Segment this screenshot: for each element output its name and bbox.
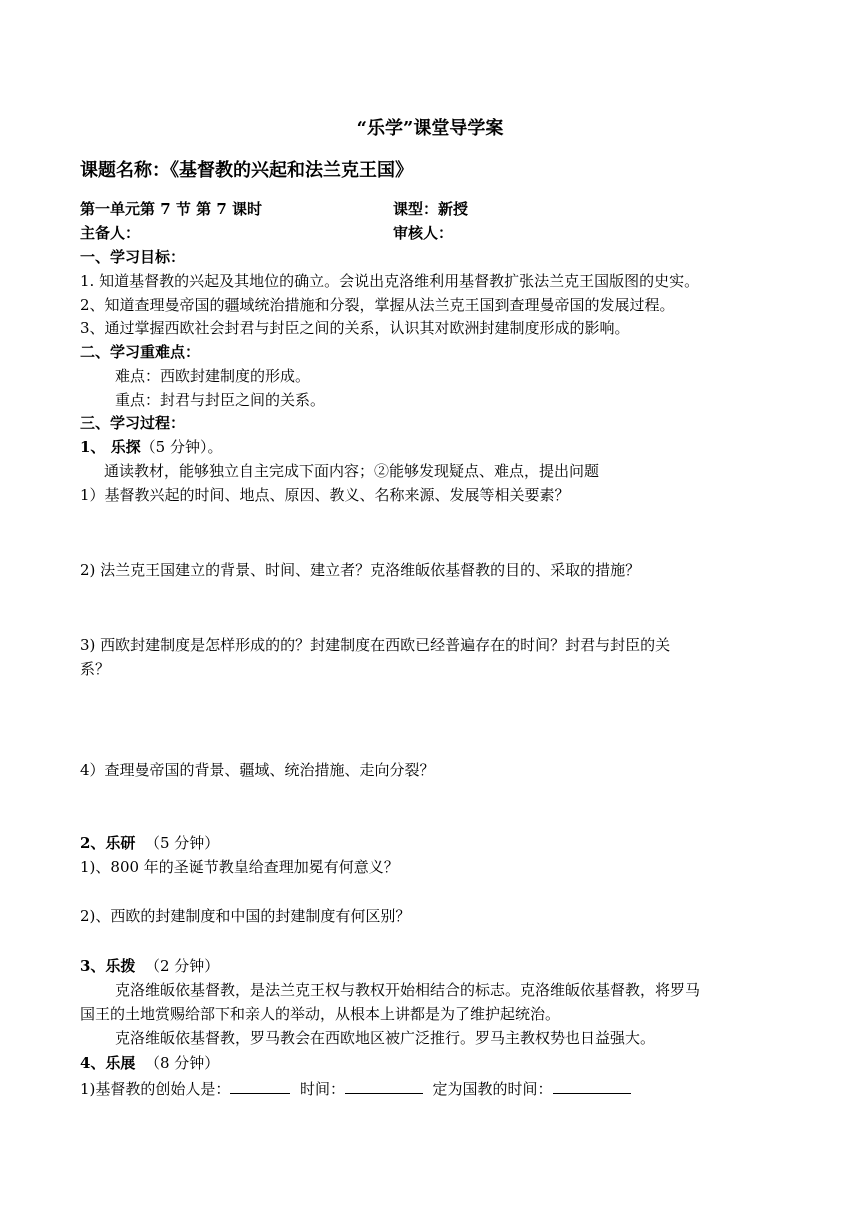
research-heading (80, 832, 219, 854)
difficult-point: 难点：西欧封建制度的形成。 (115, 367, 311, 385)
reviewer-label: 审核人： (393, 224, 454, 242)
explore-intro: 通读教材，能够独立自主完成下面内容；②能够发现疑点、难点，提出问题 (104, 462, 600, 480)
objectives-heading: 一、学习目标： (80, 248, 186, 266)
lesson-title (80, 158, 413, 184)
guide-heading (80, 955, 219, 977)
research-time: （5 分钟） (144, 834, 220, 852)
state-religion-label: 定为国教的时间： (432, 1080, 553, 1098)
lesson-label: 课题名称： (80, 160, 170, 181)
guide-title: 3、乐拨 (80, 957, 136, 975)
explore-question: 1）基督教兴起的时间、地点、原因、教义、名称来源、发展等相关要素？ (80, 486, 570, 504)
explore-time: （5 分钟）。 (140, 438, 223, 456)
explore-question: 4）查理曼帝国的背景、疆域、统治措施、走向分裂？ (80, 761, 435, 779)
explore-question: 2) 法兰克王国建立的背景、时间、建立者？克洛维皈依基督教的目的、采取的措施？ (80, 561, 641, 579)
extend-question (80, 1077, 631, 1100)
lesson-name: 《基督教的兴起和法兰克王国》 (170, 160, 413, 181)
explore-title: 1、 乐探 (80, 438, 141, 456)
time-blank[interactable] (345, 1077, 423, 1094)
explore-heading (80, 436, 222, 458)
guide-paragraph: 克洛维皈依基督教，是法兰克王权与教权开始相结合的标志。克洛维皈依基督教，将罗马 (115, 981, 701, 999)
explore-question-cont: 系？ (80, 660, 111, 678)
research-question: 1)、800 年的圣诞节教皇给查理加冕有何意义？ (80, 858, 399, 876)
important-point: 重点：封君与封臣之间的关系。 (115, 391, 326, 409)
unit-info: 第一单元第 7 节 第 7 课时 (80, 200, 262, 218)
research-question: 2)、西欧的封建制度和中国的封建制度有何区别？ (80, 907, 411, 925)
guide-paragraph: 克洛维皈依基督教，罗马教会在西欧地区被广泛推行。罗马主教权势也日益强大。 (115, 1029, 656, 1047)
extend-title: 4、乐展 (80, 1054, 136, 1072)
page-title: “乐学”课堂导学案 (356, 118, 504, 139)
guide-paragraph-cont: 国王的土地赏赐给部下和亲人的举动，从根本上讲都是为了维护起统治。 (80, 1005, 561, 1023)
objective-item: 1. 知道基督教的兴起及其地位的确立。会说出克洛维利用基督教扩张法兰克王国版图的史实。 (80, 272, 700, 290)
extend-heading (80, 1052, 219, 1074)
explore-question: 3) 西欧封建制度是怎样形成的的？封建制度在西欧已经普遍存在的时间？封君与封臣的关 (80, 636, 671, 654)
extend-time: （8 分钟） (144, 1054, 220, 1072)
guide-time: （2 分钟） (144, 957, 220, 975)
process-heading: 三、学习过程： (80, 414, 186, 432)
objective-item: 2、知道查理曼帝国的疆域统治措施和分裂，掌握从法兰克王国到查理曼帝国的发展过程。 (80, 296, 675, 314)
key-points-heading: 二、学习重难点： (80, 343, 201, 361)
founder-blank[interactable] (230, 1077, 290, 1094)
founder-label: 1)基督教的创始人是： (80, 1080, 231, 1098)
preparer-label: 主备人： (80, 224, 141, 242)
time-label: 时间： (299, 1080, 345, 1098)
state-religion-blank[interactable] (553, 1077, 631, 1094)
research-title: 2、乐研 (80, 834, 136, 852)
objective-item: 3、通过掌握西欧社会封君与封臣之间的关系，认识其对欧洲封建制度形成的影响。 (80, 319, 630, 337)
lesson-type: 课型：新授 (393, 200, 469, 218)
